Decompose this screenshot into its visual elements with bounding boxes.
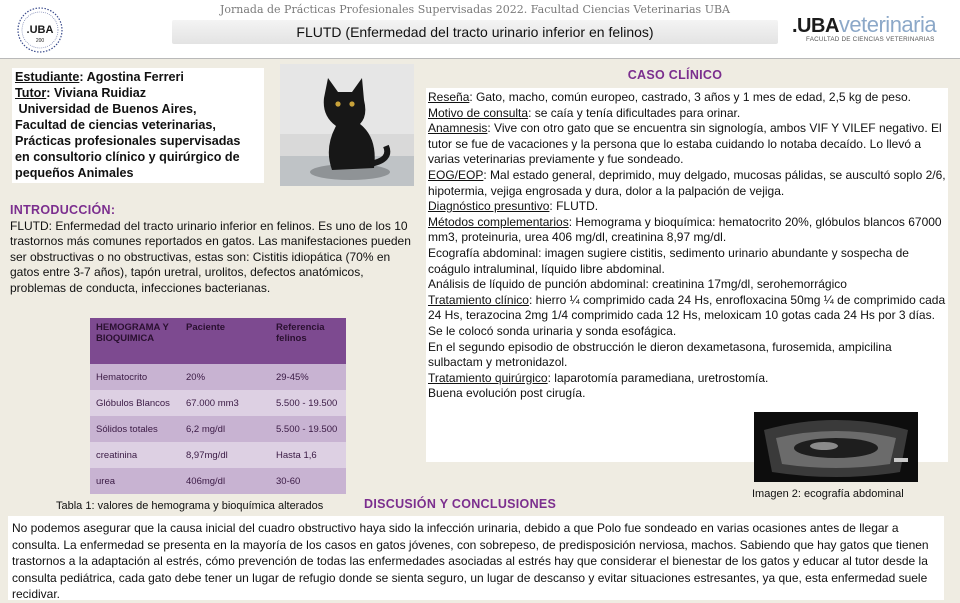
diagnosis-paragraph: [428, 199, 946, 215]
table-cell: Sólidos totales: [90, 416, 180, 442]
tutor-label: Tutor: [15, 86, 47, 100]
logo-veterinaria: veterinaria: [838, 12, 937, 37]
table-cell: Hematocrito: [90, 364, 180, 390]
eog-label: EOG/EOP: [428, 167, 484, 182]
surgery-label: Tratamiento quirúrgico: [428, 370, 548, 385]
seal-number: 200: [35, 38, 45, 44]
table-cell: 5.500 - 19.500: [270, 416, 346, 442]
introduction-body: FLUTD: Enfermedad del tracto urinario inferior en felinos. Es uno de los 10 trastornos más comunes reportados en gatos. Las manifestaciones pueden ser obstructivas o no obstructivas, estas son: Cistitis idiopática (70% en gatos entre 3-7 años), tapón uretral, urolitos, defectos anatómicos, problemas de conducta, infecciones bacterianas.: [10, 218, 411, 295]
table-header: HEMOGRAMA Y BIOQUIMICA: [90, 318, 180, 364]
event-title: Jornada de Prácticas Profesionales Supervisadas 2022. Facultad Ciencias Veterinarias UBA: [219, 3, 730, 16]
treatment-text: : hierro ¼ comprimido cada 24 Hs, enrofloxacina 50mg ¼ de comprimido cada 24 Hs, terazocina 2mg 1/4 comprimido cada 12 Hs, meloxicam 10 gotas cada 24 Hs por 3 días. Se le colocó sonda urinaria y sonda esofágica.: [428, 292, 946, 338]
discussion-body: No podemos asegurar que la causa inicial del cuadro obstructivo haya sido la infección urinaria, debido a que Polo fue sondeado en varias ocasiones antes de llegar a consulta. La enfermedad se presenta en la mayoría de los casos en gatos jóvenes, con sobrepeso, de predisposición nerviosa, machos. Sabiendo que hay gatos que tienen trastornos a la adaptación al estrés, cómo prevención de todas las enfermedades asociadas al estrés hay que considerar el bienestar de los gatos y educar al tutor desde la consulta pediátrica, cada gato debe tener un lugar de refugio donde se sienta seguro, un lugar de descanso y evitar situaciones estresantes, ya que, esta enfermedad suele recidivar.: [12, 521, 929, 601]
poster-title: FLUTD (Enfermedad del tracto urinario inferior en felinos): [172, 20, 778, 44]
table-cell: 6,2 mg/dl: [180, 416, 270, 442]
table-header: Referencia felinos: [270, 318, 346, 364]
seal-text: .UBA: [26, 24, 54, 36]
diagnosis-text: : FLUTD.: [549, 199, 599, 214]
uba-veterinaria-logo: [792, 12, 952, 43]
ultrasound-paragraph: Ecografía abdominal: imagen sugiere cistitis, sedimento urinario abundante y sospecha de coágulo intraluminal, líquido libre abdominal.: [428, 245, 909, 276]
evolution-paragraph: Buena evolución post cirugía.: [428, 386, 586, 401]
practice-line: Prácticas profesionales supervisadas: [15, 134, 241, 148]
table-row: [90, 468, 346, 494]
table-cell: 406mg/dl: [180, 468, 270, 494]
table-caption: Tabla 1: valores de hemograma y bioquímica alterados: [56, 500, 324, 512]
methods-paragraph: [428, 215, 946, 246]
table-cell: 29-45%: [270, 364, 346, 390]
introduction-heading: INTRODUCCIÓN:: [10, 203, 116, 217]
clinical-case-text: [428, 90, 946, 402]
surgery-paragraph: [428, 371, 946, 387]
diagnosis-label: Diagnóstico presuntivo: [428, 199, 550, 214]
university-line: Universidad de Buenos Aires,: [15, 102, 197, 116]
table-cell: urea: [90, 468, 180, 494]
uba-200-seal-logo: [12, 6, 68, 54]
treatment-paragraph: [428, 293, 946, 340]
resena-paragraph: [428, 90, 946, 106]
table-cell: 8,97mg/dl: [180, 442, 270, 468]
student-name: : Agostina Ferreri: [79, 70, 184, 84]
faculty-line: Facultad de ciencias veterinarias,: [15, 118, 216, 132]
anamnesis-label: Anamnesis: [428, 121, 488, 136]
motivo-text: : se caía y tenía dificultades para orinar.: [528, 105, 741, 120]
table-cell: creatinina: [90, 442, 180, 468]
eog-text: : Mal estado general, deprimido, muy delgado, mucosas pálidas, se auscultó soplo 2/6, hipotermia, vejiga engrosada y dura, dolor a la palpación de vejiga.: [428, 167, 946, 198]
ultrasound-caption: Imagen 2: ecografía abdominal: [752, 488, 904, 500]
motivo-label: Motivo de consulta: [428, 105, 529, 120]
eog-paragraph: [428, 168, 946, 199]
methods-label: Métodos complementarios: [428, 214, 569, 229]
student-label: Estudiante: [15, 70, 80, 84]
table-cell: 20%: [180, 364, 270, 390]
lab-results-table: [90, 318, 346, 494]
student-info-box: [12, 68, 264, 183]
introduction-section: [10, 203, 420, 297]
ultrasound-image: [754, 412, 918, 482]
table-row: [90, 390, 346, 416]
resena-text: : Gato, macho, común europeo, castrado, 3 años y 1 mes de edad, 2,5 kg de peso.: [469, 90, 911, 104]
surgery-text: : laparotomía paramediana, uretrostomía.: [547, 370, 769, 385]
anamnesis-paragraph: [428, 121, 946, 168]
motivo-paragraph: [428, 106, 946, 122]
second-episode-paragraph: En el segundo episodio de obstrucción le dieron dexametasona, furosemida, ampicilina sulbactam y metronidazol.: [428, 339, 892, 370]
fluid-analysis-paragraph: Análisis de líquido de punción abdominal: creatinina 17mg/dl, serohemorrágico: [428, 277, 847, 292]
table-cell: 5.500 - 19.500: [270, 390, 346, 416]
table-row: [90, 442, 346, 468]
table-row: [90, 364, 346, 390]
table-cell: Hasta 1,6: [270, 442, 346, 468]
treatment-label: Tratamiento clínico: [428, 292, 529, 307]
table-header: Paciente: [180, 318, 270, 364]
cat-photo: [280, 64, 414, 186]
table-header-row: [90, 318, 346, 364]
resena-label: Reseña: [428, 90, 470, 104]
table-row: [90, 416, 346, 442]
tutor-name: : Viviana Ruidiaz: [46, 86, 147, 100]
practice-line-2: en consultorio clínico y quirúrgico de: [15, 150, 240, 164]
logo-uba: .UBA: [792, 15, 839, 37]
methods-text: : Hemograma y bioquímica: hematocrito 20%, glóbulos blancos 67000 mm3, proteinuria, urea 406 mg/dl, creatinina 8,97 mg/dl.: [428, 214, 942, 245]
practice-line-3: pequeños Animales: [15, 166, 134, 180]
clinical-case-heading: CASO CLÍNICO: [627, 68, 723, 82]
discussion-heading: DISCUSIÓN Y CONCLUSIONES: [364, 497, 557, 511]
table-cell: 67.000 mm3: [180, 390, 270, 416]
anamnesis-text: : Vive con otro gato que se encuentra sin signología, ambos VIF Y VILEF negativo. El tutor se fue de vacaciones y la persona que lo estaba cuidando lo notaba decaído. Lo llevó a varias veterinarias previamente y fue sondeado.: [428, 121, 942, 167]
logo-subtitle: FACULTAD DE CIENCIAS VETERINARIAS: [806, 36, 935, 43]
table-cell: 30-60: [270, 468, 346, 494]
table-cell: Glóbulos Blancos: [90, 390, 180, 416]
